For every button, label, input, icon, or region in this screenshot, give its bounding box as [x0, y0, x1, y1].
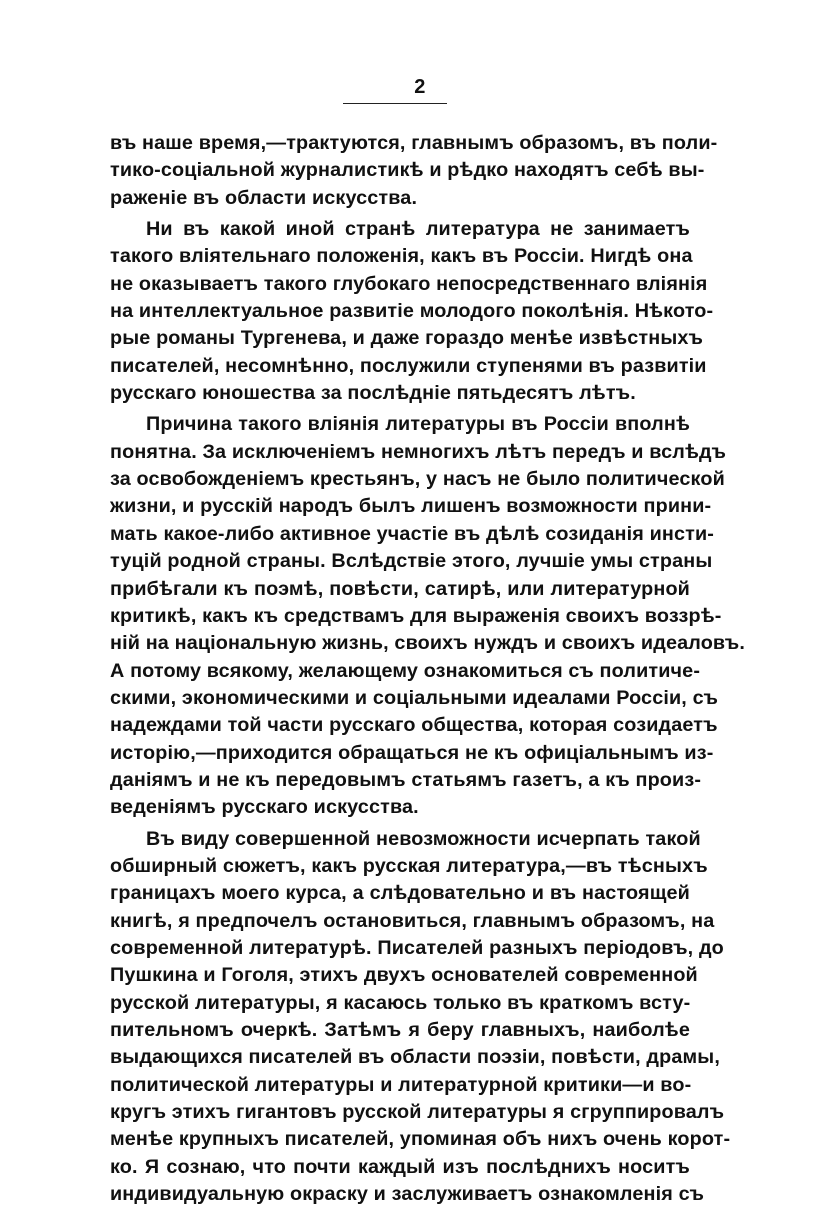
- text-line: выдающихся писателей въ области поэзіи, повѣсти, драмы,: [110, 1046, 720, 1069]
- text-line: понятна. За исключеніемъ немногихъ лѣтъ передъ и вслѣдъ: [110, 440, 727, 463]
- text-line: жизни, и русскій народъ былъ лишенъ возможности прини-: [110, 495, 712, 518]
- text-line: не оказываетъ такого глубокаго непосредственнаго вліянія: [110, 272, 708, 295]
- text-line: въ наше время,—трактуются, главнымъ образомъ, въ поли-: [110, 132, 718, 154]
- text-line: тико-соціальной журналистикѣ и рѣдко находятъ себѣ вы-: [110, 159, 705, 182]
- text-line: на интеллектуальное развитіе молодого поколѣнія. Нѣкото-: [110, 300, 714, 323]
- paragraph: [110, 411, 745, 821]
- page-number: 2: [414, 76, 426, 98]
- text-line: А потому всякому, желающему ознакомиться съ политиче-: [110, 659, 701, 682]
- text-line: кругъ этихъ гигантовъ русской литературы я сгруппировалъ: [110, 1101, 725, 1124]
- text-line: Въ виду совершенной невозможности исчерпать такой: [146, 827, 701, 850]
- text-line: Причина такого вліянія литературы въ Россіи вполнѣ: [146, 413, 690, 436]
- text-line: Ни въ какой иной странѣ литература не занимаетъ: [146, 218, 690, 241]
- header-rule: [343, 103, 447, 104]
- paragraph: [110, 130, 718, 212]
- text-line: надеждами той части русскаго общества, которая созидаетъ: [110, 714, 718, 737]
- text-line: за освобожденіемъ крестьянъ, у насъ не было политической: [110, 468, 725, 491]
- text-line: политической литературы и литературной критики—и во-: [110, 1073, 692, 1096]
- text-line: критикѣ, какъ къ средствамъ для выраженія своихъ воззрѣ-: [110, 604, 722, 627]
- text-line: русской литературы, я касаюсь только въ краткомъ всту-: [110, 991, 691, 1014]
- text-line: границахъ моего курса, а слѣдовательно и въ настоящей: [110, 882, 690, 905]
- text-line: современной литературѣ. Писателей разныхъ періодовъ, до: [110, 936, 724, 959]
- text-line: мать какое-либо активное участіе въ дѣлѣ созиданія инсти-: [110, 522, 715, 545]
- text-line: ній на національную жизнь, своихъ нуждъ и своихъ идеаловъ.: [110, 632, 745, 655]
- text-line: русскаго юношества за послѣдніе пятьдесятъ лѣтъ.: [110, 382, 636, 405]
- text-line: прибѣгали къ поэмѣ, повѣсти, сатирѣ, или литературной: [110, 577, 690, 600]
- text-line: пительномъ очеркѣ. Затѣмъ я беру главныхъ, наиболѣе: [110, 1019, 690, 1041]
- text-line: ко. Я сознаю, что почти каждый изъ послѣднихъ носитъ: [110, 1155, 690, 1178]
- text-line: менѣе крупныхъ писателей, упоминая объ нихъ очень корот-: [110, 1128, 731, 1151]
- paragraph: [110, 216, 714, 407]
- text-line: такого вліятельнаго положенія, какъ въ Россіи. Нигдѣ она: [110, 245, 693, 268]
- text-line: исторію,—приходится обращаться не къ офиціальнымъ из-: [110, 741, 714, 764]
- text-line: книгѣ, я предпочелъ остановиться, главнымъ образомъ, на: [110, 909, 715, 932]
- text-line: писателей, несомнѣнно, послужили ступенями въ развитіи: [110, 354, 707, 377]
- text-line: скими, экономическими и соціальными идеалами Россіи, съ: [110, 686, 719, 709]
- text-line: Пушкина и Гоголя, этихъ двухъ основателей современной: [110, 964, 698, 987]
- text-line: индивидуальную окраску и заслуживаетъ ознакомленія съ: [110, 1183, 705, 1206]
- text-line: даніямъ и не къ передовымъ статьямъ газетъ, а къ произ-: [110, 768, 702, 791]
- text-line: раженіе въ области искусства.: [110, 186, 418, 209]
- text-line: обширный сюжетъ, какъ русская литература,—въ тѣсныхъ: [110, 854, 708, 877]
- body-text: [110, 130, 745, 1208]
- text-line: рые романы Тургенева, и даже гораздо менѣе извѣстныхъ: [110, 327, 704, 350]
- text-line: веденіямъ русскаго искусства.: [110, 796, 419, 819]
- paragraph: [110, 826, 731, 1208]
- text-line: туцій родной страны. Вслѣдствіе этого, лучшіе умы страны: [110, 550, 713, 573]
